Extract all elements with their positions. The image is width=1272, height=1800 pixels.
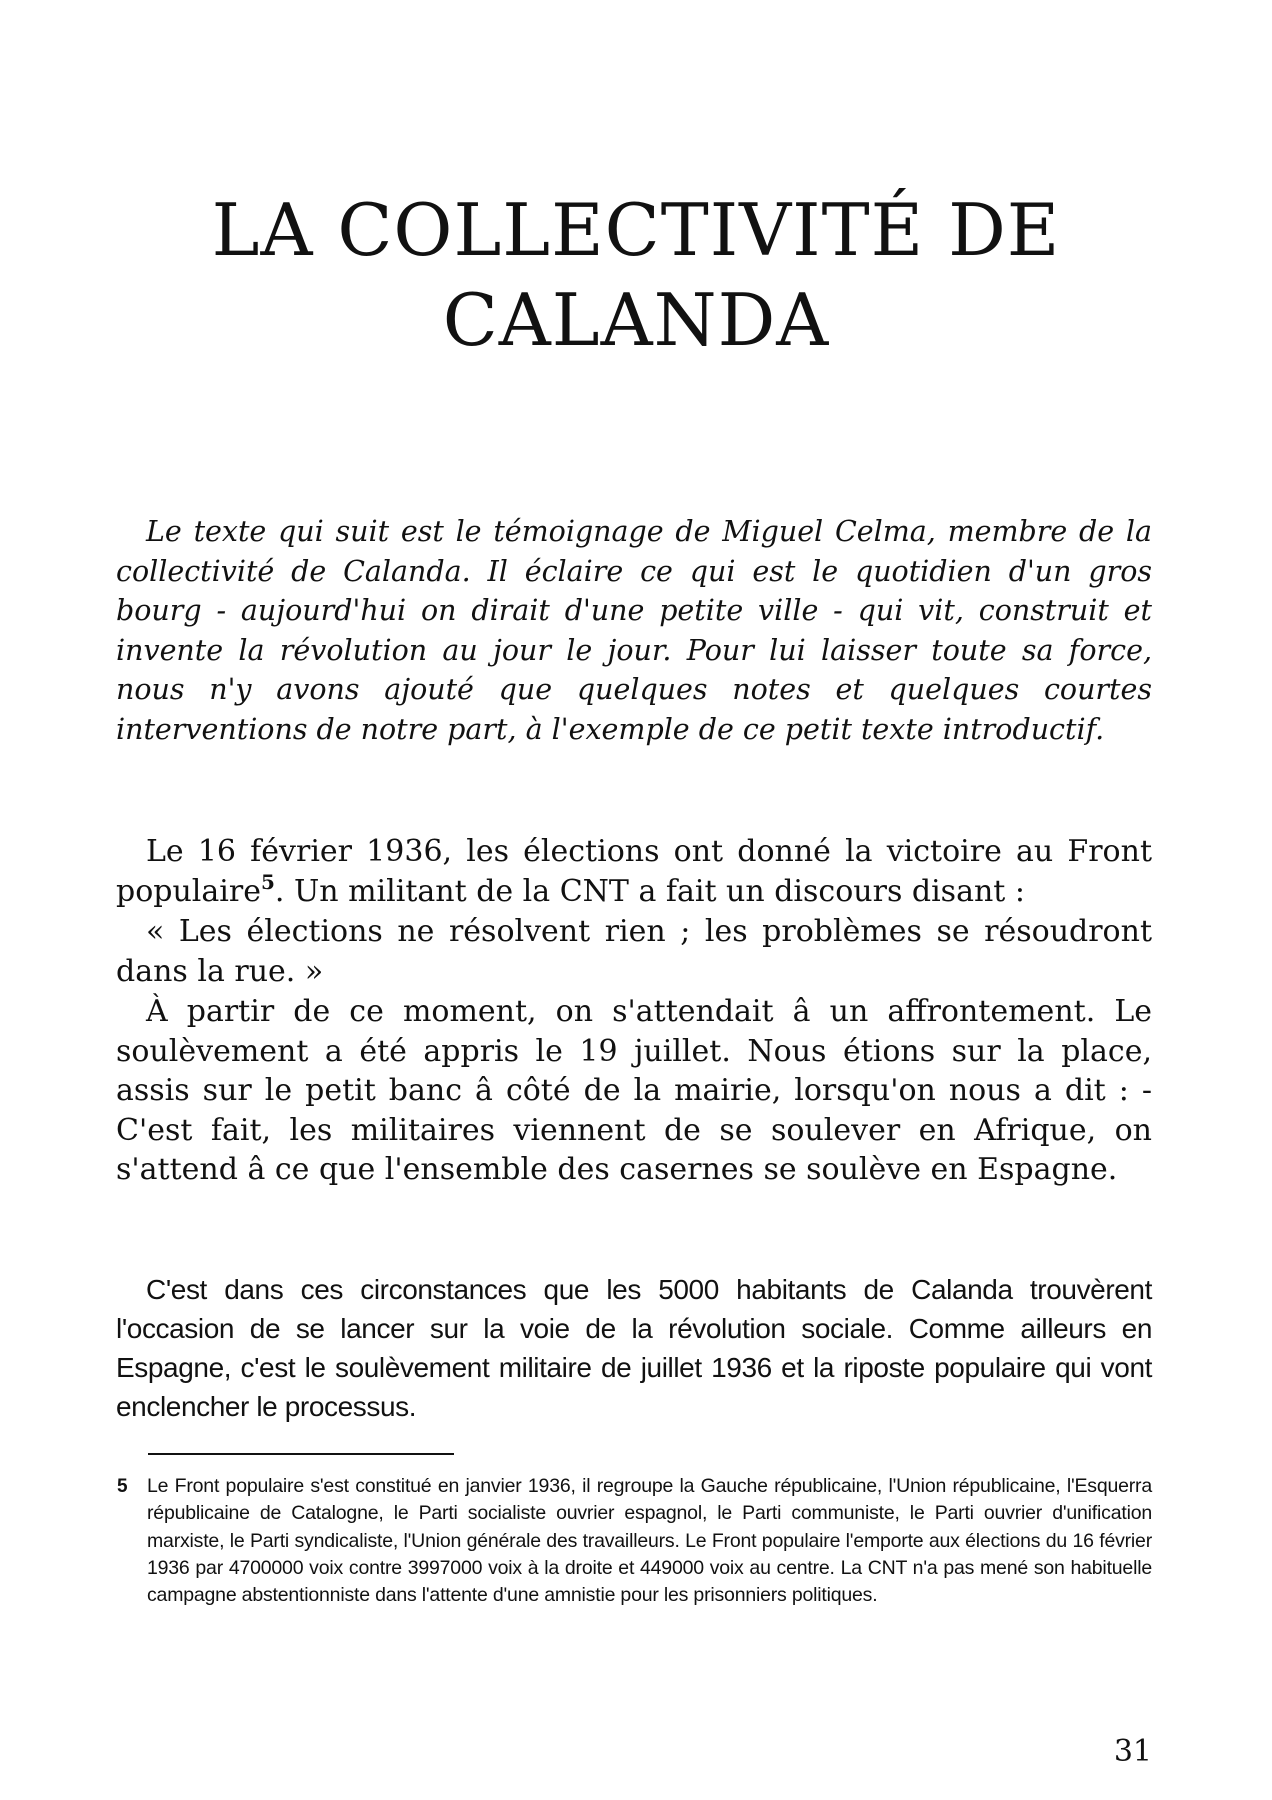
narrative-quote: « Les élections ne résolvent rien ; les problèmes se résoudront dans la rue. » [116,914,1152,989]
context-paragraph: C'est dans ces circonstances que les 5000 habitants de Calanda trouvèrent l'occasion de se lancer sur la voie de la révolution sociale. Comme ailleurs en Espagne, c'est le soulèvement militaire de juillet 1936 et la riposte populaire qui vont enclencher le processus. [116,1274,1152,1422]
page-number: 31 [1113,1734,1152,1769]
footnote-reference: 5 [260,869,275,894]
intro-paragraph: Le texte qui suit est le témoignage de Miguel Celma, membre de la collectivité de Calanda. Il éclaire ce qui est le quotidien d'un gros bourg - aujourd'hui on dirait d'une petite ville - qui vit, construit et invente la révolution au jour le jour. Pour lui laisser toute sa force, nous n'y avons ajouté que quelques notes et quelques courtes interventions de notre part, à l'exemple de ce petit texte introductif. [116,515,1152,746]
narrative-paragraph-1-text: Le 16 février 1936, les élections ont donné la victoire au Front populaire [116,834,1152,909]
narrative-paragraph-1-tail: . Un militant de la CNT a fait un discours disant : [274,873,1025,909]
footnote-text: Le Front populaire s'est constitué en janvier 1936, il regroupe la Gauche républicaine, l'Union républicaine, l'Esquerra républicaine de Catalogne, le Parti socialiste ouvrier espagnol, le Parti communiste, le Parti ouvrier d'unification marxiste, le Parti syndicaliste, l'Union générale des travailleurs. Le Front populaire l'emporte aux élections du 16 février 1936 par 4700000 voix contre 3997000 voix à la droite et 449000 voix au centre. La CNT n'a pas mené son habituelle campagne abstentionniste dans l'attente d'une amnistie pour les prisonniers politiques. [147,1475,1152,1607]
chapter-title-line-1: LA COLLECTIVITÉ DE [211,188,1061,272]
chapter-title-line-2: CALANDA [442,278,830,362]
footnote-separator [148,1453,454,1455]
chapter-title [110,185,1162,365]
footnote-number: 5 [117,1476,128,1497]
narrative-paragraph-2: À partir de ce moment, on s'attendait â un affrontement. Le soulèvement a été appris le 19 juillet. Nous étions sur la place, assis sur le petit banc â côté de la mairie, lorsqu'on nous a dit : - C'est fait, les militaires viennent de se soulever en Afrique, on s'attend â ce que l'ensemble des casernes se soulève en Espagne. [116,994,1152,1187]
narrative-paragraph-1 [116,832,1152,911]
